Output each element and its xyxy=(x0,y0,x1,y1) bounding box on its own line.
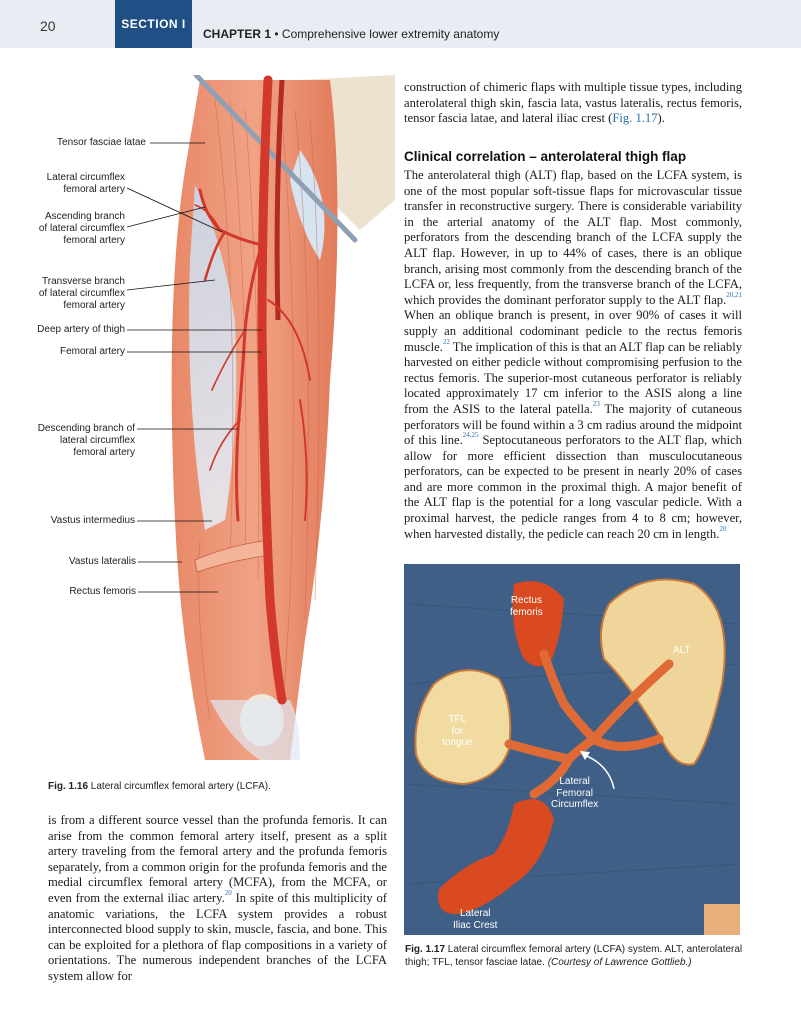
label-lcfa-line2: femoral artery xyxy=(63,184,125,195)
clinical-text2: When an oblique branch is present, in over 90% of cases it will supply an additional codominant pedicle to the rectus femoris muscle. xyxy=(404,308,742,354)
bullet: • xyxy=(274,27,279,41)
label-vastus-lateralis: Vastus lateralis xyxy=(68,556,136,567)
photo-label-lcfa xyxy=(551,776,598,811)
label-vastus-intermedius: Vastus intermedius xyxy=(50,515,135,526)
photo-label-rectus-femoris xyxy=(510,595,543,618)
citation-ref[interactable]: 20 xyxy=(719,524,727,533)
clinical-text1: The anterolateral thigh (ALT) flap, based on the LCFA system, is one of the most popular soft-tissue flaps for microvascular tissue transfer in reconstructive surgery. There is considerable variability in the arterial anatomy of the ALT flap. Most commonly, perforators from the descending branch of the LCFA supply the ALT flap. However, in up to 44% of cases, there is an oblique branch, arising most commonly from the descending branch of the LCFA or, less frequently, from the transverse branch of the LCFA, which provides the dominant perforator supply to the ALT flap. xyxy=(404,168,742,307)
label-ascending-line2: of lateral circumflex xyxy=(38,223,125,234)
photo-label-lcfa-line2: Femoral xyxy=(556,787,593,799)
paragraph-chimeric-flaps xyxy=(404,80,742,127)
photo-label-lcfa-line3: Circumflex xyxy=(551,799,599,810)
photo-label-tfl-line1: TFL xyxy=(448,714,467,725)
clinical-text5: Septocutaneous perforators to the ALT flap, which allow for more efficient dissection than musculocutaneous perforators, can be expected to be present in nearly 20% of cases and are more common in the proximal thigh. A major benefit of the ALT flap is the potential for a long vascular pedicle. With a proximal harvest, the pedicle ranges from 4 to 8 cm; however, when harvested distally, the pedicle can reach 20 cm in length. xyxy=(404,433,742,541)
label-transverse-branch xyxy=(39,276,125,312)
figure-1-17-link[interactable]: Fig. 1.17 xyxy=(612,111,658,126)
label-deep-artery: Deep artery of thigh xyxy=(37,324,125,335)
photo-label-tfl-line3: tongue xyxy=(442,737,473,748)
label-rectus-femoris: Rectus femoris xyxy=(69,586,136,597)
photo-label-iliac-line1: Lateral xyxy=(459,908,491,919)
label-descending-line3: femoral artery xyxy=(73,447,135,458)
label-tensor-fasciae-latae: Tensor fasciae latae xyxy=(57,137,146,148)
section-heading: Clinical correlation – anterolateral thigh flap xyxy=(404,149,687,164)
para-top-text2: ). xyxy=(657,111,665,126)
label-transverse-line1: Transverse branch xyxy=(42,276,125,287)
figure-1-17-caption xyxy=(405,943,745,969)
label-descending-line2: lateral circumflex xyxy=(59,435,135,446)
para-top-text1: construction of chimeric flaps with multiple tissue types, including anterolateral thigh skin, fascia lata, vastus lateralis, rectus femoris, tensor fascia latae, and lateral iliac crest ( xyxy=(404,80,742,126)
label-transverse-line3: femoral artery xyxy=(63,300,125,311)
citation-ref[interactable]: 23 xyxy=(592,399,600,408)
para-bottom-text1: is from a different source vessel than the profunda femoris. It can arise from the common femoral artery itself, present as a split artery traveling from the femoral artery and the profunda femoris separately, from a common origin for the profunda femoris and the medial circumflex femoral artery (MCFA), from the MCFA, or even from the external iliac artery. xyxy=(48,813,387,905)
label-transverse-line2: of lateral circumflex xyxy=(38,288,125,299)
label-femoral-artery: Femoral artery xyxy=(59,346,125,357)
section-badge: SECTION I xyxy=(115,0,192,48)
chapter-name: Comprehensive lower extremity anatomy xyxy=(281,27,500,41)
paragraph-lcfa-origin xyxy=(48,813,387,985)
photo-label-alt: ALT xyxy=(673,645,691,656)
figure-1-16-caption-text: Lateral circumflex femoral artery (LCFA). xyxy=(90,781,271,792)
para-bottom-text2: In spite of this multiplicity of anatomic variations, the LCFA system provides a robust interconnected blood supply to skin, muscle, fascia, and bone. This can be exploited for a plethora of flap compositions in a variety of orientations. The numerous independent branches of the LCFA system allow for xyxy=(48,890,387,983)
chapter-number: CHAPTER 1 xyxy=(203,27,272,41)
clinical-text3: The implication of this is that an ALT flap can be reliably harvested on either pedicle without compromising perfusion to the rectus femoris. The superior-most cutaneous perforator is reliably located approximately 17 cm inferior to the ASIS along a line from the ASIS to the lateral patella. xyxy=(404,339,742,416)
figure-1-17-credit: (Courtesy of Lawrence Gottlieb.) xyxy=(547,957,692,968)
label-lcfa-line1: Lateral circumflex xyxy=(46,172,125,183)
label-ascending-line3: femoral artery xyxy=(63,235,125,246)
figure-1-16-label: Fig. 1.16 xyxy=(48,781,89,792)
citation-ref[interactable]: 20 xyxy=(224,888,232,897)
figure-1-16-caption xyxy=(48,780,271,793)
paragraph-alt-flap xyxy=(404,168,742,542)
chapter-title xyxy=(203,27,499,41)
surgical-specimen-photo xyxy=(404,564,740,935)
citation-ref[interactable]: 22 xyxy=(442,337,450,346)
label-descending-line1: Descending branch of xyxy=(37,423,135,434)
photo-label-iliac-line2: Iliac Crest xyxy=(453,919,498,931)
label-descending-branch xyxy=(38,423,135,459)
photo-label-tfl-line2: for xyxy=(451,725,464,737)
photo-label-tfl xyxy=(442,714,473,749)
figure-1-17-caption-text: Lateral circumflex femoral artery (LCFA) system. ALT, anterolateral thigh; TFL, tensor fasciae latae. xyxy=(405,944,743,968)
photo-label-rectus-line1: Rectus xyxy=(510,595,542,606)
label-ascending-branch xyxy=(39,211,125,247)
label-lcfa xyxy=(47,172,125,196)
skin-corner xyxy=(704,904,740,935)
photo-label-rectus-line2: femoris xyxy=(510,606,543,618)
figure-1-17-label: Fig. 1.17 xyxy=(405,944,446,955)
label-ascending-line1: Ascending branch xyxy=(44,211,125,222)
page-number: 20 xyxy=(40,18,56,34)
clinical-text4: The majority of cutaneous perforators will be found within a 3 cm radius around the midpoint of this line. xyxy=(404,401,743,448)
photo-label-iliac-crest xyxy=(453,908,497,931)
citation-ref[interactable]: 24,25 xyxy=(462,431,479,440)
photo-label-lcfa-line1: Lateral xyxy=(559,776,590,787)
citation-ref[interactable]: 20,21 xyxy=(726,290,742,299)
